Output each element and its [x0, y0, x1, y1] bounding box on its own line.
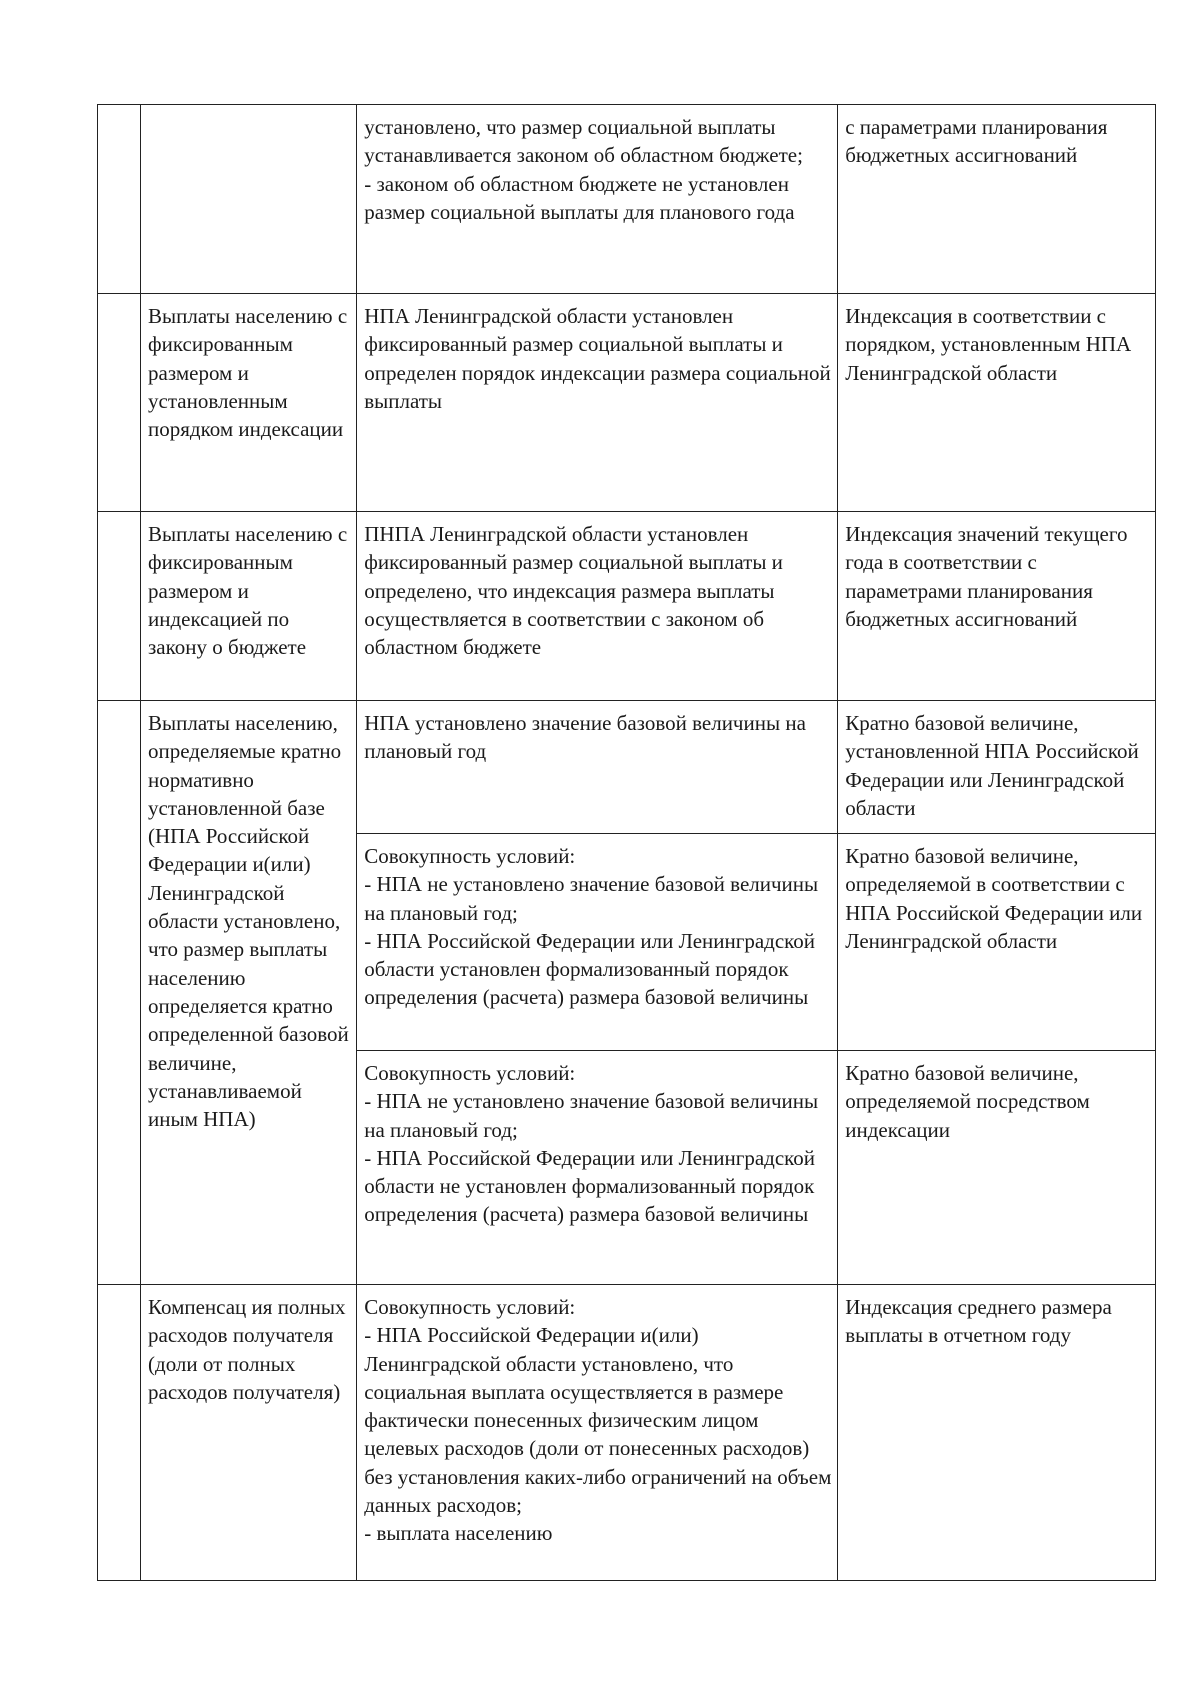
payment-type-cell: Выплаты населению с фиксированным размером и установленным порядком индексации	[141, 294, 357, 512]
method-cell: Индексация среднего размера выплаты в отчетном году	[838, 1285, 1156, 1581]
condition-cell: НПА Ленинградской области установлен фиксированный размер социальной выплаты и определен порядок индексации размера социальной выплаты	[357, 294, 838, 512]
table-row	[98, 105, 1156, 294]
method-cell: Кратно базовой величине, определяемой в соответствии с НПА Российской Федерации или Ленинградской области	[838, 834, 1156, 1051]
payment-type-cell: Выплаты населению, определяемые кратно нормативно установленной базе (НПА Российской Федерации и(или) Ленинградской области установлено, что размер выплаты населению определяется кратно определенной базовой величине, устанавливаемой иным НПА)	[141, 701, 357, 1285]
payments-table	[97, 104, 1156, 1581]
row-number-cell	[98, 1285, 141, 1581]
method-cell: Индексация в соответствии с порядком, установленным НПА Ленинградской области	[838, 294, 1156, 512]
method-cell: Кратно базовой величине, определяемой посредством индексации	[838, 1051, 1156, 1285]
row-number-cell	[98, 701, 141, 1285]
condition-cell: НПА установлено значение базовой величины на плановый год	[357, 701, 838, 834]
payment-type-cell: Выплаты населению с фиксированным размером и индексацией по закону о бюджете	[141, 512, 357, 701]
condition-cell: установлено, что размер социальной выплаты устанавливается законом об областном бюджете; - законом об областном бюджете не установлен размер социальной выплаты для планового года	[357, 105, 838, 294]
condition-cell: Совокупность условий: - НПА не установлено значение базовой величины на плановый год; - НПА Российской Федерации или Ленинградской области не установлен формализованный порядок определения (расчета) размера базовой величины	[357, 1051, 838, 1285]
table-row	[98, 512, 1156, 701]
condition-cell: Совокупность условий: - НПА Российской Федерации и(или) Ленинградской области установлено, что социальная выплата осуществляется в размере фактически понесенных физическим лицом целевых расходов (доли от понесенных расходов) без установления каких-либо ограничений на объем данных расходов; - выплата населению	[357, 1285, 838, 1581]
table-row	[98, 294, 1156, 512]
payment-type-cell	[141, 105, 357, 294]
table-row	[98, 1285, 1156, 1581]
row-number-cell	[98, 294, 141, 512]
condition-cell: Совокупность условий: - НПА не установлено значение базовой величины на плановый год; - НПА Российской Федерации или Ленинградской области установлен формализованный порядок определения (расчета) размера базовой величины	[357, 834, 838, 1051]
payment-type-cell: Компенсац ия полных расходов получателя (доли от полных расходов получателя)	[141, 1285, 357, 1581]
method-cell: Индексация значений текущего года в соответствии с параметрами планирования бюджетных ассигнований	[838, 512, 1156, 701]
table-row	[98, 701, 1156, 834]
row-number-cell	[98, 512, 141, 701]
row-number-cell	[98, 105, 141, 294]
method-cell: Кратно базовой величине, установленной НПА Российской Федерации или Ленинградской области	[838, 701, 1156, 834]
condition-cell: ПНПА Ленинградской области установлен фиксированный размер социальной выплаты и определено, что индексация размера выплаты осуществляется в соответствии с законом об областном бюджете	[357, 512, 838, 701]
method-cell: с параметрами планирования бюджетных ассигнований	[838, 105, 1156, 294]
